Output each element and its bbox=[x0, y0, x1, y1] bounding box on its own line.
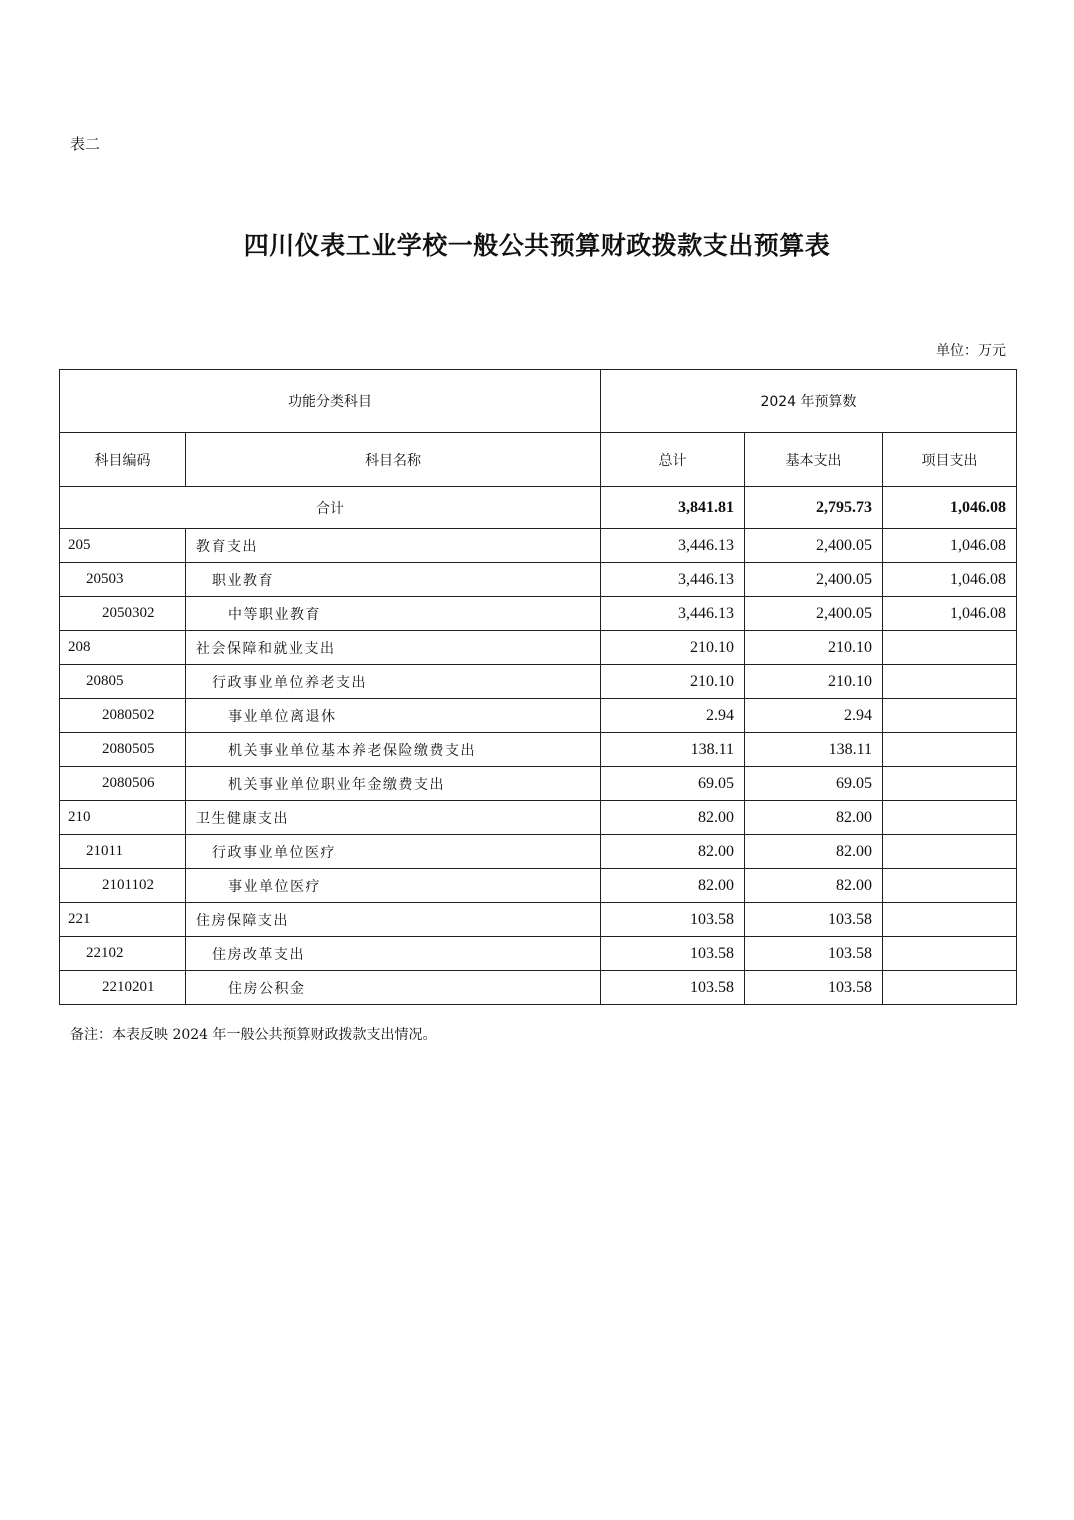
row-code: 21011 bbox=[60, 835, 186, 869]
row-project bbox=[883, 733, 1017, 767]
unit-label: 单位：万元 bbox=[936, 343, 1006, 359]
header-budget-year: 2024 年预算数 bbox=[601, 370, 1017, 433]
row-basic: 103.58 bbox=[745, 971, 883, 1005]
row-code: 210 bbox=[60, 801, 186, 835]
row-total: 103.58 bbox=[601, 937, 745, 971]
header-row-2 bbox=[60, 433, 1017, 487]
row-code: 22102 bbox=[60, 937, 186, 971]
row-name: 住房改革支出 bbox=[186, 937, 601, 971]
row-total: 69.05 bbox=[601, 767, 745, 801]
row-project bbox=[883, 801, 1017, 835]
total-project: 1,046.08 bbox=[883, 487, 1017, 529]
row-total: 3,446.13 bbox=[601, 563, 745, 597]
row-basic: 2,400.05 bbox=[745, 597, 883, 631]
header-code: 科目编码 bbox=[60, 433, 186, 487]
header-row-1 bbox=[60, 370, 1017, 433]
footnote: 备注：本表反映 2024 年一般公共预算财政拨款支出情况。 bbox=[70, 1027, 437, 1043]
row-project bbox=[883, 835, 1017, 869]
row-basic: 103.58 bbox=[745, 903, 883, 937]
row-total: 82.00 bbox=[601, 869, 745, 903]
row-name: 机关事业单位职业年金缴费支出 bbox=[186, 767, 601, 801]
row-basic: 2,400.05 bbox=[745, 563, 883, 597]
row-basic: 69.05 bbox=[745, 767, 883, 801]
row-total: 210.10 bbox=[601, 665, 745, 699]
row-basic: 138.11 bbox=[745, 733, 883, 767]
header-function-category: 功能分类科目 bbox=[60, 370, 601, 433]
row-code: 2080502 bbox=[60, 699, 186, 733]
row-basic: 2.94 bbox=[745, 699, 883, 733]
row-name: 行政事业单位医疗 bbox=[186, 835, 601, 869]
row-total: 210.10 bbox=[601, 631, 745, 665]
row-basic: 82.00 bbox=[745, 801, 883, 835]
row-total: 3,446.13 bbox=[601, 529, 745, 563]
row-project bbox=[883, 937, 1017, 971]
table-label: 表二 bbox=[70, 135, 101, 153]
table-row bbox=[60, 529, 1017, 563]
page-title: 四川仪表工业学校一般公共预算财政拨款支出预算表 bbox=[243, 231, 831, 260]
row-name: 卫生健康支出 bbox=[186, 801, 601, 835]
table-row bbox=[60, 597, 1017, 631]
header-name: 科目名称 bbox=[186, 433, 601, 487]
table-row bbox=[60, 699, 1017, 733]
total-row bbox=[60, 487, 1017, 529]
table-row bbox=[60, 767, 1017, 801]
row-basic: 210.10 bbox=[745, 631, 883, 665]
row-basic: 103.58 bbox=[745, 937, 883, 971]
table-row bbox=[60, 937, 1017, 971]
row-code: 2101102 bbox=[60, 869, 186, 903]
row-total: 82.00 bbox=[601, 835, 745, 869]
row-basic: 82.00 bbox=[745, 869, 883, 903]
table-row bbox=[60, 835, 1017, 869]
header-project: 项目支出 bbox=[883, 433, 1017, 487]
row-code: 20503 bbox=[60, 563, 186, 597]
row-code: 2210201 bbox=[60, 971, 186, 1005]
row-project: 1,046.08 bbox=[883, 529, 1017, 563]
row-code: 205 bbox=[60, 529, 186, 563]
row-project bbox=[883, 903, 1017, 937]
row-code: 2080506 bbox=[60, 767, 186, 801]
table-row bbox=[60, 733, 1017, 767]
table-row bbox=[60, 631, 1017, 665]
table-row bbox=[60, 801, 1017, 835]
row-project bbox=[883, 971, 1017, 1005]
table-row bbox=[60, 563, 1017, 597]
row-basic: 210.10 bbox=[745, 665, 883, 699]
row-project: 1,046.08 bbox=[883, 597, 1017, 631]
total-label: 合计 bbox=[60, 487, 601, 529]
row-name: 住房公积金 bbox=[186, 971, 601, 1005]
row-project bbox=[883, 869, 1017, 903]
row-basic: 2,400.05 bbox=[745, 529, 883, 563]
row-project bbox=[883, 699, 1017, 733]
table-row bbox=[60, 869, 1017, 903]
row-code: 221 bbox=[60, 903, 186, 937]
row-total: 103.58 bbox=[601, 903, 745, 937]
row-total: 82.00 bbox=[601, 801, 745, 835]
header-total: 总计 bbox=[601, 433, 745, 487]
row-code: 2050302 bbox=[60, 597, 186, 631]
row-project: 1,046.08 bbox=[883, 563, 1017, 597]
row-name: 行政事业单位养老支出 bbox=[186, 665, 601, 699]
table-row bbox=[60, 903, 1017, 937]
row-name: 住房保障支出 bbox=[186, 903, 601, 937]
row-name: 事业单位离退休 bbox=[186, 699, 601, 733]
row-name: 教育支出 bbox=[186, 529, 601, 563]
header-basic: 基本支出 bbox=[745, 433, 883, 487]
row-name: 社会保障和就业支出 bbox=[186, 631, 601, 665]
row-total: 138.11 bbox=[601, 733, 745, 767]
table-row bbox=[60, 665, 1017, 699]
row-total: 103.58 bbox=[601, 971, 745, 1005]
row-project bbox=[883, 631, 1017, 665]
row-total: 3,446.13 bbox=[601, 597, 745, 631]
row-code: 208 bbox=[60, 631, 186, 665]
row-code: 2080505 bbox=[60, 733, 186, 767]
row-name: 事业单位医疗 bbox=[186, 869, 601, 903]
row-basic: 82.00 bbox=[745, 835, 883, 869]
budget-table bbox=[59, 369, 1017, 1005]
table-row bbox=[60, 971, 1017, 1005]
row-code: 20805 bbox=[60, 665, 186, 699]
row-name: 中等职业教育 bbox=[186, 597, 601, 631]
row-project bbox=[883, 665, 1017, 699]
row-name: 机关事业单位基本养老保险缴费支出 bbox=[186, 733, 601, 767]
row-name: 职业教育 bbox=[186, 563, 601, 597]
row-total: 2.94 bbox=[601, 699, 745, 733]
total-sum: 3,841.81 bbox=[601, 487, 745, 529]
row-project bbox=[883, 767, 1017, 801]
total-basic: 2,795.73 bbox=[745, 487, 883, 529]
